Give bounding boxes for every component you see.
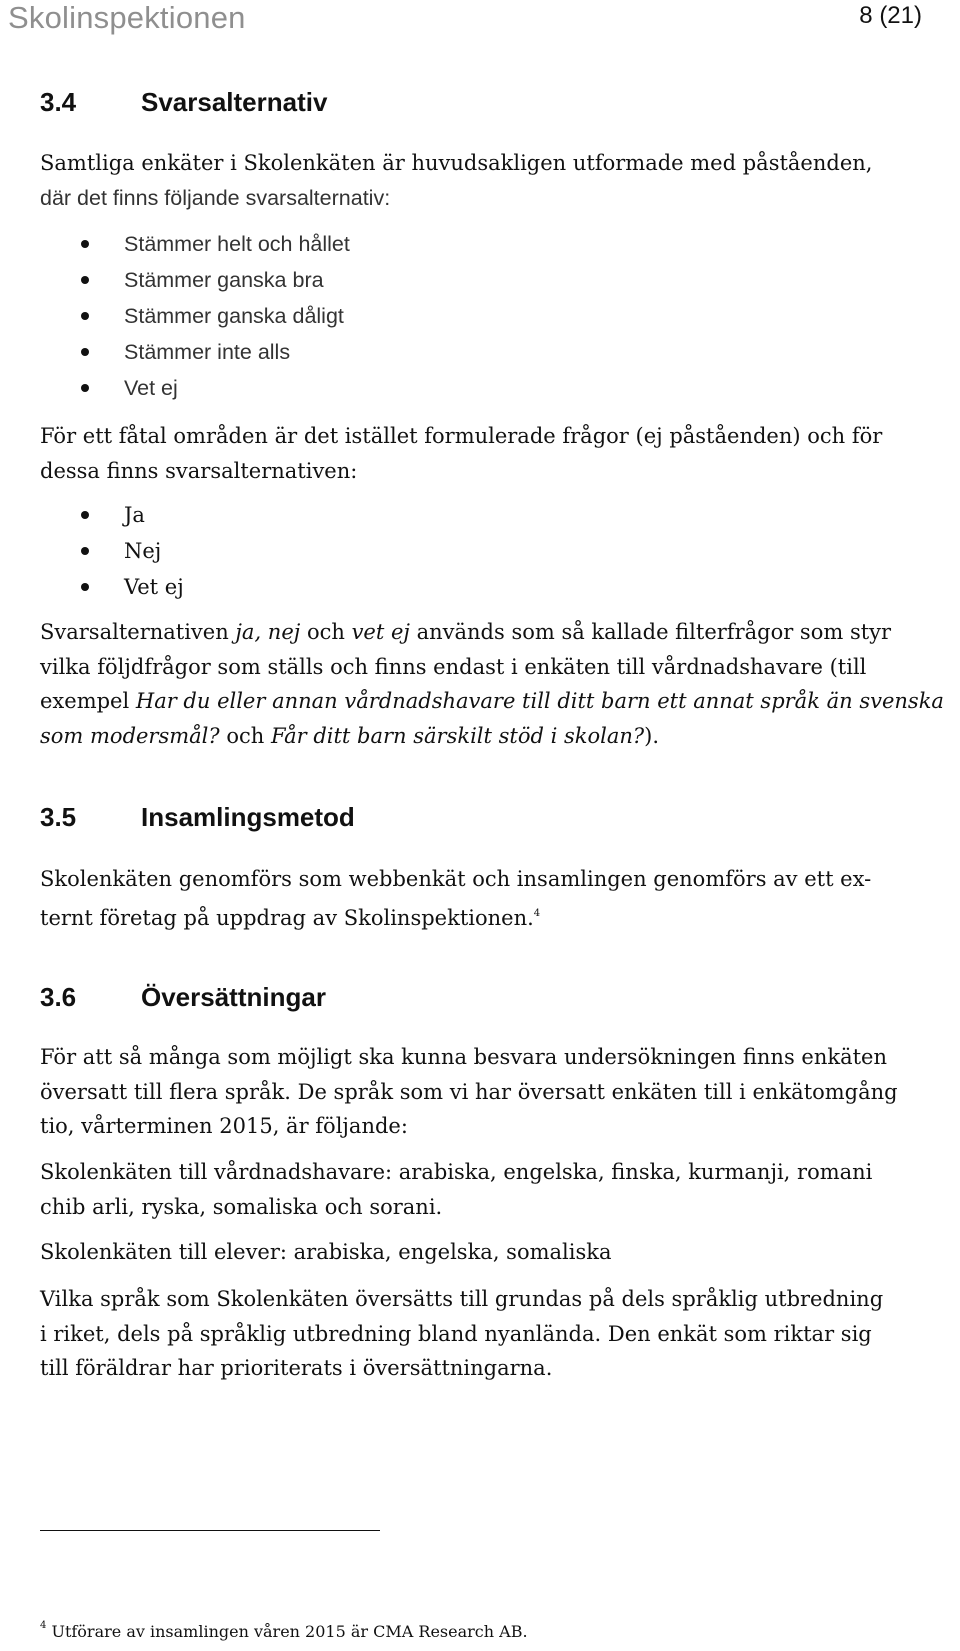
footnote-divider [40, 1530, 380, 1531]
section-heading-3-6 [40, 982, 326, 1013]
list-item: Stämmer inte alls [0, 334, 350, 370]
bullet-icon [81, 348, 89, 356]
text-line: Svarsalternativen ja, nej och vet ej används som så kallade filterfrågor som styr [40, 620, 892, 644]
section-heading-3-4 [40, 87, 327, 118]
paragraph-collection-method [40, 862, 930, 935]
section-number: 3.5 [40, 802, 77, 832]
question-options-list [0, 497, 184, 605]
text-line: Skolenkäten till elever: arabiska, engelska, somaliska [40, 1240, 612, 1264]
bullet-icon [81, 583, 89, 591]
footnote-number: 4 [40, 1620, 47, 1631]
paragraph-guardian-languages [40, 1155, 930, 1224]
text-line: dessa finns svarsalternativen: [40, 458, 358, 483]
paragraph-student-languages [40, 1235, 930, 1270]
text-line: För ett fåtal områden är det istället formulerade frågor (ej påståenden) och för [40, 424, 883, 448]
paragraph-language-selection [40, 1282, 930, 1386]
list-item: Stämmer helt och hållet [0, 226, 350, 262]
list-item: Nej [0, 533, 184, 569]
text-line: För att så många som möjligt ska kunna besvara undersökningen finns enkäten [40, 1045, 887, 1069]
footnote [40, 1620, 528, 1641]
footnote-text: Utförare av insamlingen våren 2015 är CMA Research AB. [46, 1622, 528, 1641]
bullet-icon [81, 312, 89, 320]
bullet-icon [81, 547, 89, 555]
section-heading-3-5 [40, 802, 355, 833]
list-item: Stämmer ganska bra [0, 262, 350, 298]
bullet-icon [81, 511, 89, 519]
section-number: 3.6 [40, 982, 77, 1012]
text-line: exempel Har du eller annan vårdnadshavare till ditt barn ett annat språk än svenska [40, 689, 944, 713]
text-line: Vilka språk som Skolenkäten översätts till grundas på dels språklig utbredning [40, 1287, 884, 1311]
text-line: i riket, dels på språklig utbredning bland nyanlända. Den enkät som riktar sig [40, 1321, 872, 1346]
list-item: Ja [0, 497, 184, 533]
section-title: Svarsalternativ [141, 87, 328, 117]
paragraph-translations [40, 1040, 930, 1144]
section-number: 3.4 [40, 87, 77, 117]
bullet-icon [81, 276, 89, 284]
list-item: Vet ej [0, 370, 350, 406]
paragraph-filter-questions [40, 615, 944, 753]
bullet-icon [81, 384, 89, 392]
text-line: chib arli, ryska, somaliska och sorani. [40, 1194, 443, 1219]
text-line: tio, vårterminen 2015, är följande: [40, 1114, 408, 1138]
answer-options-list [0, 226, 350, 406]
header-brand: Skolinspektionen [8, 0, 246, 35]
page-number: 8 (21) [859, 2, 922, 29]
bullet-icon [81, 240, 89, 248]
section-title: Översättningar [141, 982, 326, 1012]
section-title: Insamlingsmetod [141, 802, 355, 832]
text-line: som modersmål? och Får ditt barn särskilt stöd i skolan?). [40, 723, 660, 748]
text-line: ternt företag på uppdrag av Skolinspektionen.$^4$ [40, 905, 541, 930]
paragraph-questions [40, 419, 930, 488]
text-line: Skolenkäten till vårdnadshavare: arabiska, engelska, finska, kurmanji, romani [40, 1160, 873, 1184]
text-line: översatt till flera språk. De språk som vi har översatt enkäten till i enkätomgång [40, 1079, 898, 1104]
text-line: Skolenkäten genomförs som webbenkät och insamlingen genomförs av ett ex- [40, 867, 872, 891]
paragraph-intro [40, 146, 930, 215]
list-item: Vet ej [0, 569, 184, 605]
list-item: Stämmer ganska dåligt [0, 298, 350, 334]
text-line: till föräldrar har prioriterats i översättningarna. [40, 1356, 553, 1380]
text-line: Samtliga enkäter i Skolenkäten är huvudsakligen utformade med påståenden, [40, 151, 873, 175]
text-line: där det finns följande svarsalternativ: [40, 185, 391, 210]
footnote-reference[interactable]: 4 [533, 907, 541, 919]
text-line: vilka följdfrågor som ställs och finns endast i enkäten till vårdnadshavare (till [40, 654, 867, 679]
